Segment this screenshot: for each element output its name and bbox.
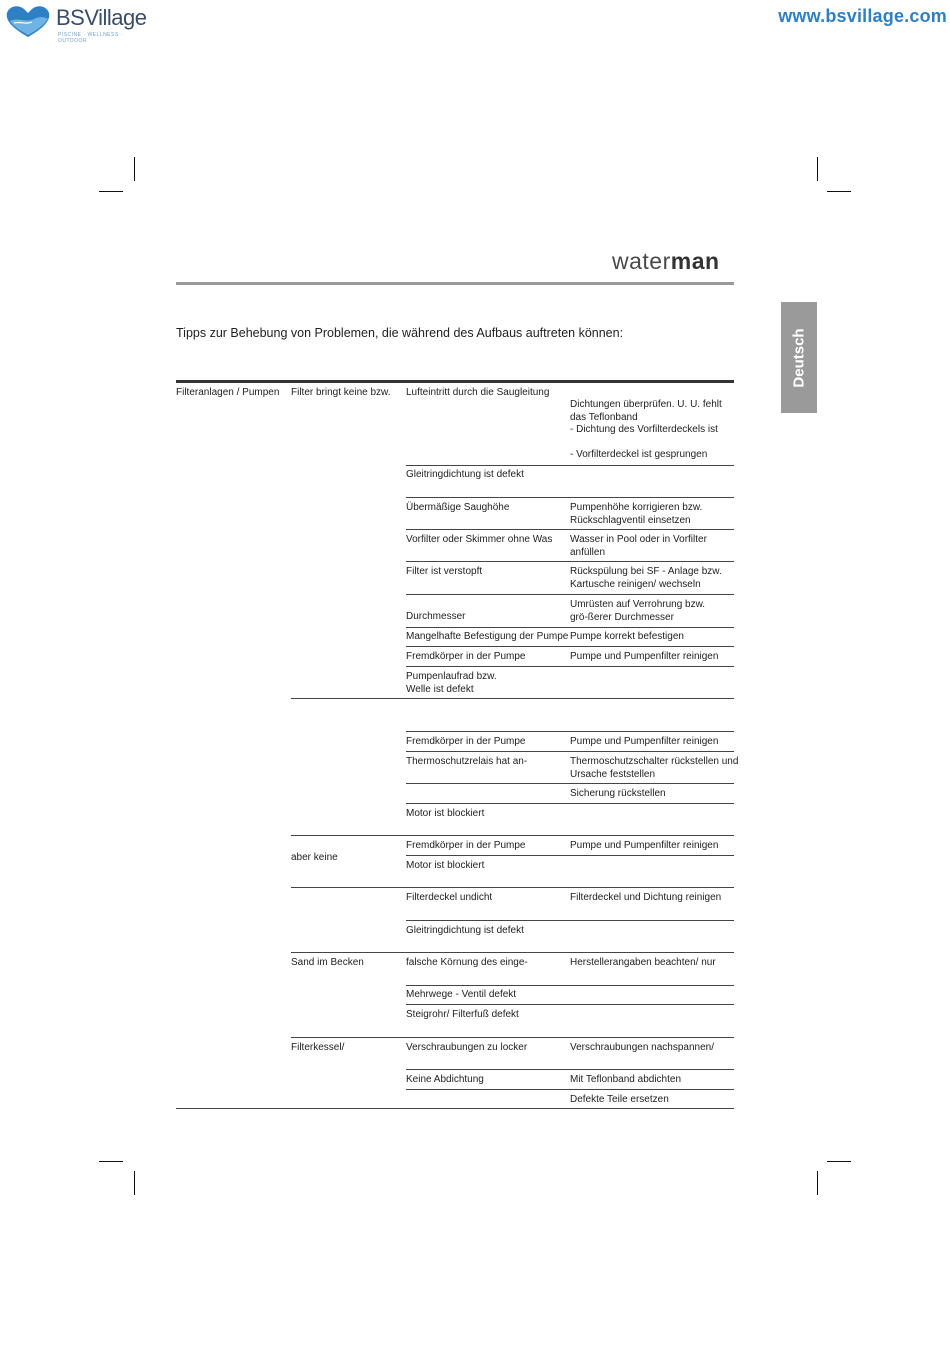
row-divider <box>406 751 734 752</box>
row-divider <box>406 529 734 530</box>
cause-cell: Fremdkörper in der Pumpe <box>406 840 526 851</box>
problem-cell: Sand im Becken <box>291 957 364 968</box>
cause-cell: Thermoschutzrelais hat an- <box>406 756 528 767</box>
row-divider <box>406 627 734 628</box>
remedy-cell: Thermoschutzschalter rückstellen und Ursache feststellen <box>570 756 739 780</box>
crop-mark <box>817 157 818 181</box>
row-divider <box>406 1004 734 1005</box>
cause-cell: Gleitringdichtung ist defekt <box>406 925 524 936</box>
row-divider <box>406 561 734 562</box>
row-divider <box>406 855 734 856</box>
row-divider <box>406 646 734 647</box>
crop-mark <box>134 1171 135 1195</box>
remedy-cell: Mit Teflonband abdichten <box>570 1074 682 1085</box>
row-divider <box>406 803 734 804</box>
row-divider <box>406 465 734 466</box>
cause-cell: Filter ist verstopft <box>406 566 483 577</box>
row-divider <box>406 783 734 784</box>
remedy-cell: Pumpenhöhe korrigieren bzw. Rückschlagventil einsetzen <box>570 502 703 526</box>
remedy-cell: Defekte Teile ersetzen <box>570 1094 669 1105</box>
remedy-cell: Pumpe und Pumpenfilter reinigen <box>570 651 719 662</box>
cause-cell: Gleitringdichtung ist defekt <box>406 469 524 480</box>
group-divider <box>291 1037 734 1038</box>
remedy-cell: Sicherung rückstellen <box>570 788 666 799</box>
row-divider <box>406 1069 734 1070</box>
crop-mark <box>134 157 135 181</box>
row-divider <box>406 920 734 921</box>
remedy-cell: Pumpe korrekt befestigen <box>570 631 684 642</box>
cause-cell: falsche Körnung des einge- <box>406 957 528 968</box>
remedy-cell: Umrüsten auf Verrohrung bzw. grö-ßerer Durchmesser <box>570 599 706 623</box>
cause-cell: Filterdeckel undicht <box>406 892 493 903</box>
logo-subtext: PISCINE · WELLNESS · OUTDOOR <box>58 32 123 44</box>
table-bottom-rule <box>176 1108 734 1109</box>
cause-cell: Keine Abdichtung <box>406 1074 484 1085</box>
table-top-rule <box>176 380 734 383</box>
cause-cell: Durchmesser <box>406 611 466 622</box>
row-divider <box>406 731 734 732</box>
language-tab-label: Deutsch <box>790 327 808 388</box>
cause-cell: Steigrohr/ Filterfuß defekt <box>406 1009 519 1020</box>
brand-part1: water <box>612 248 671 274</box>
waterman-brand <box>612 248 720 275</box>
row-divider <box>406 985 734 986</box>
cause-cell: Fremdkörper in der Pumpe <box>406 736 526 747</box>
logo-text: BSVillage <box>56 5 147 30</box>
cause-cell: Fremdkörper in der Pumpe <box>406 651 526 662</box>
remedy-cell: Filterdeckel und Dichtung reinigen <box>570 892 722 903</box>
problem-cell: Filterkessel/ <box>291 1042 345 1053</box>
cause-cell: Verschraubungen zu locker <box>406 1042 528 1053</box>
cause-cell: Vorfilter oder Skimmer ohne Was <box>406 534 553 545</box>
row-divider <box>406 666 734 667</box>
remedy-cell: Pumpe und Pumpenfilter reinigen <box>570 840 719 851</box>
heart-logo-icon <box>4 3 52 39</box>
cause-cell: Übermäßige Saughöhe <box>406 502 510 513</box>
remedy-cell: Wasser in Pool oder in Vorfilter anfüllen <box>570 534 707 558</box>
category-cell: Filteranlagen / Pumpen <box>176 387 280 398</box>
crop-mark <box>817 1171 818 1195</box>
row-divider <box>406 594 734 595</box>
group-divider <box>291 698 734 699</box>
crop-mark <box>99 191 123 192</box>
group-divider <box>291 887 734 888</box>
brand-rule <box>176 282 734 285</box>
remedy-cell: Pumpe und Pumpenfilter reinigen <box>570 736 719 747</box>
crop-mark <box>827 191 851 192</box>
cause-cell: Lufteintritt durch die Saugleitung <box>406 387 550 398</box>
cause-cell: Mangelhafte Befestigung der Pumpe <box>406 631 569 642</box>
group-divider <box>291 952 734 953</box>
remedy-cell: - Vorfilterdeckel ist gesprungen <box>570 449 708 460</box>
problem-cell: aber keine <box>291 852 338 863</box>
language-tab <box>781 302 817 413</box>
website-link[interactable]: www.bsvillage.com <box>778 6 947 26</box>
crop-mark <box>99 1161 123 1162</box>
problem-cell: Filter bringt keine bzw. <box>291 387 391 398</box>
row-divider <box>406 1089 734 1090</box>
cause-cell: Pumpenlaufrad bzw. Welle ist defekt <box>406 671 497 695</box>
row-divider <box>406 497 734 498</box>
bsvillage-logo <box>4 3 149 44</box>
remedy-cell: Herstellerangaben beachten/ nur <box>570 957 716 968</box>
cause-cell: Mehrwege - Ventil defekt <box>406 989 517 1000</box>
intro-text: Tipps zur Behebung von Problemen, die während des Aufbaus auftreten können: <box>176 326 624 340</box>
group-divider <box>291 835 734 836</box>
brand-part2: man <box>670 248 720 274</box>
remedy-cell: Dichtungen überprüfen. U. U. fehlt das Teflonband - Dichtung des Vorfilterdeckels ist <box>570 399 722 435</box>
cause-cell: Motor ist blockiert <box>406 860 485 871</box>
remedy-cell: Rückspülung bei SF - Anlage bzw. Kartusche reinigen/ wechseln <box>570 566 722 590</box>
crop-mark <box>827 1161 851 1162</box>
cause-cell: Motor ist blockiert <box>406 808 485 819</box>
remedy-cell: Verschraubungen nachspannen/ <box>570 1042 715 1053</box>
